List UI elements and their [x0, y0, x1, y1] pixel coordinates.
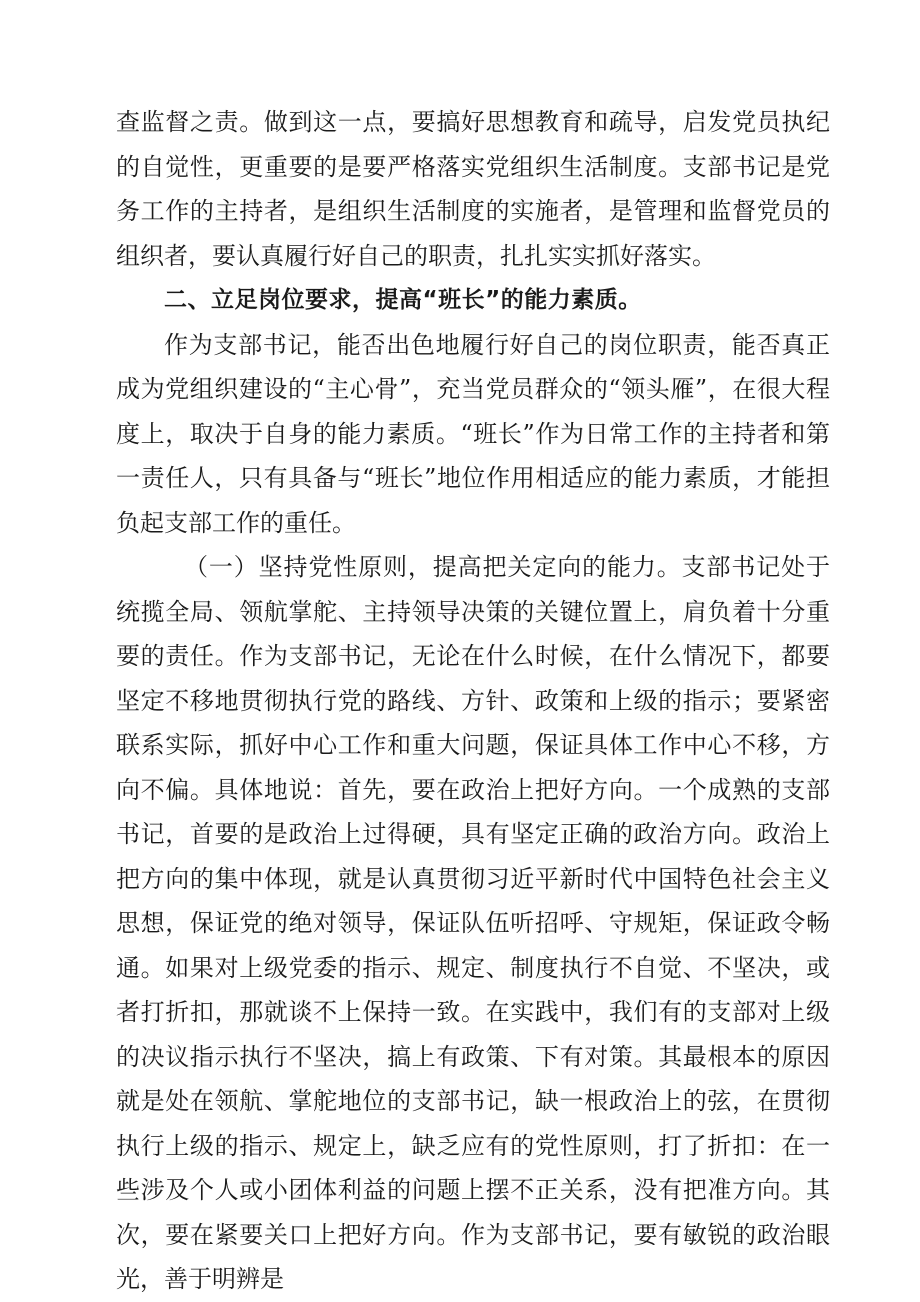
paragraph-intro: 作为支部书记，能否出色地履行好自己的岗位职责，能否真正成为党组织建设的“主心骨”，充当党员群众的“领头雁”，在很大程度上，取决于自身的能力素质。“班长”作为日常工作的主持者和第一责任人，只有具备与“班长”地位作用相适应的能力素质，才能担负起支部工作的重任。	[116, 330, 830, 537]
paragraph-continuation: 查监督之责。做到这一点，要搞好思想教育和疏导，启发党员执纪的自觉性，更重要的是要严格落实党组织生活制度。支部书记是党务工作的主持者，是组织生活制度的实施者，是管理和监督党员的组织者，要认真履行好自己的职责，扎扎实实抓好落实。	[116, 108, 830, 270]
section-heading: 二、立足岗位要求，提高“班长”的能力素质。	[164, 287, 642, 313]
paragraph-subsection-1: （一）坚持党性原则，提高把关定向的能力。支部书记处于统揽全局、领航掌舵、主持领导决策的关键位置上，肩负着十分重要的责任。作为支部书记，无论在什么时候，在什么情况下，都要坚定不移地贯彻执行党的路线、方针、政策和上级的指示；要紧密联系实际，抓好中心工作和重大问题，保证具体工作中心不移，方向不偏。具体地说：首先，要在政治上把好方向。一个成熟的支部书记，首要的是政治上过得硬，具有坚定正确的政治方向。政治上把方向的集中体现，就是认真贯彻习近平新时代中国特色社会主义思想，保证党的绝对领导，保证队伍听招呼、守规矩，保证政令畅通。如果对上级党委的指示、规定、制度执行不自觉、不坚决，或者打折扣，那就谈不上保持一致。在实践中，我们有的支部对上级的决议指示执行不坚决，搞上有政策、下有对策。其最根本的原因就是处在领航、掌舵地位的支部书记，缺一根政治上的弦，在贯彻执行上级的指示、规定上，缺乏应有的党性原则，打了折扣：在一些涉及个人或小团体利益的问题上摆不正关系，没有把准方向。其次，要在紧要关口上把好方向。作为支部书记，要有敏锐的政治眼光，善于明辨是	[116, 553, 830, 1293]
document-body	[116, 100, 830, 1302]
